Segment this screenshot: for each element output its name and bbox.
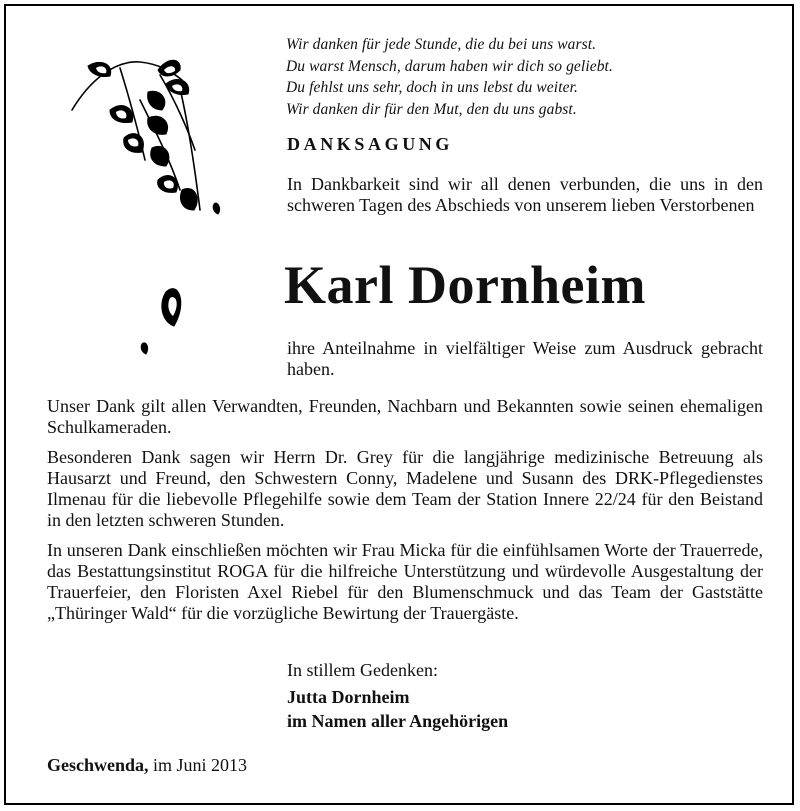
signer-name: Jutta Dornheim <box>287 687 410 707</box>
thanks-paragraph: Besonderen Dank sagen wir Herrn Dr. Grey für die langjährige medizinische Betreuung als Hausarzt und Freund, den Schwestern Conny, Madelene und Susann des DRK-Pflegedienstes Ilmenau für die liebevolle Pflegehilfe sowie dem Team der Station Innere 22/24 für den Beistand in den letzten schweren Stunden. <box>47 447 763 530</box>
signer-note: im Namen aller Angehörigen <box>287 711 509 731</box>
place-date <box>47 755 247 776</box>
notice-heading: DANKSAGUNG <box>287 134 454 154</box>
closing-greeting: In stillem Gedenken: <box>287 660 438 680</box>
outro-text: ihre Anteilnahme in vielfältiger Weise zum Ausdruck gebracht haben. <box>287 338 763 379</box>
deceased-name: Karl Dornheim <box>284 255 646 315</box>
poem-line: Wir danken dir für den Mut, den du uns gabst. <box>286 100 577 118</box>
closing-block <box>287 660 508 733</box>
leaf-branch-icon <box>60 40 240 370</box>
place-town: Geschwenda, <box>47 755 149 775</box>
poem <box>286 34 766 120</box>
notice-date: im Juni 2013 <box>153 755 248 775</box>
poem-line: Du fehlst uns sehr, doch in uns lebst du weiter. <box>286 79 578 96</box>
thanks-paragraph: In unseren Dank einschließen möchten wir Frau Micka für die einfühlsamen Worte der Trauerrede, das Bestattungsinstitut ROGA für die hilfreiche Unterstützung und würdevolle Ausgestaltung der Trauerfeier, den Floristen Axel Riebel für den Blumenschmuck und das Team der Gaststätte „Thüringer Wald“ für die vorzügliche Bewirtung der Trauergäste. <box>47 540 763 623</box>
poem-line: Du warst Mensch, darum haben wir dich so geliebt. <box>286 57 613 75</box>
thanks-paragraph: Unser Dank gilt allen Verwandten, Freunden, Nachbarn und Bekannten sowie seinen ehemaligen Schulkameraden. <box>47 396 763 437</box>
thanks-paragraphs <box>47 396 763 633</box>
intro-text: In Dankbarkeit sind wir all denen verbunden, die uns in den schweren Tagen des Abschieds von unserem lieben Verstorbenen <box>287 174 763 215</box>
poem-line: Wir danken für jede Stunde, die du bei uns warst. <box>286 36 597 53</box>
